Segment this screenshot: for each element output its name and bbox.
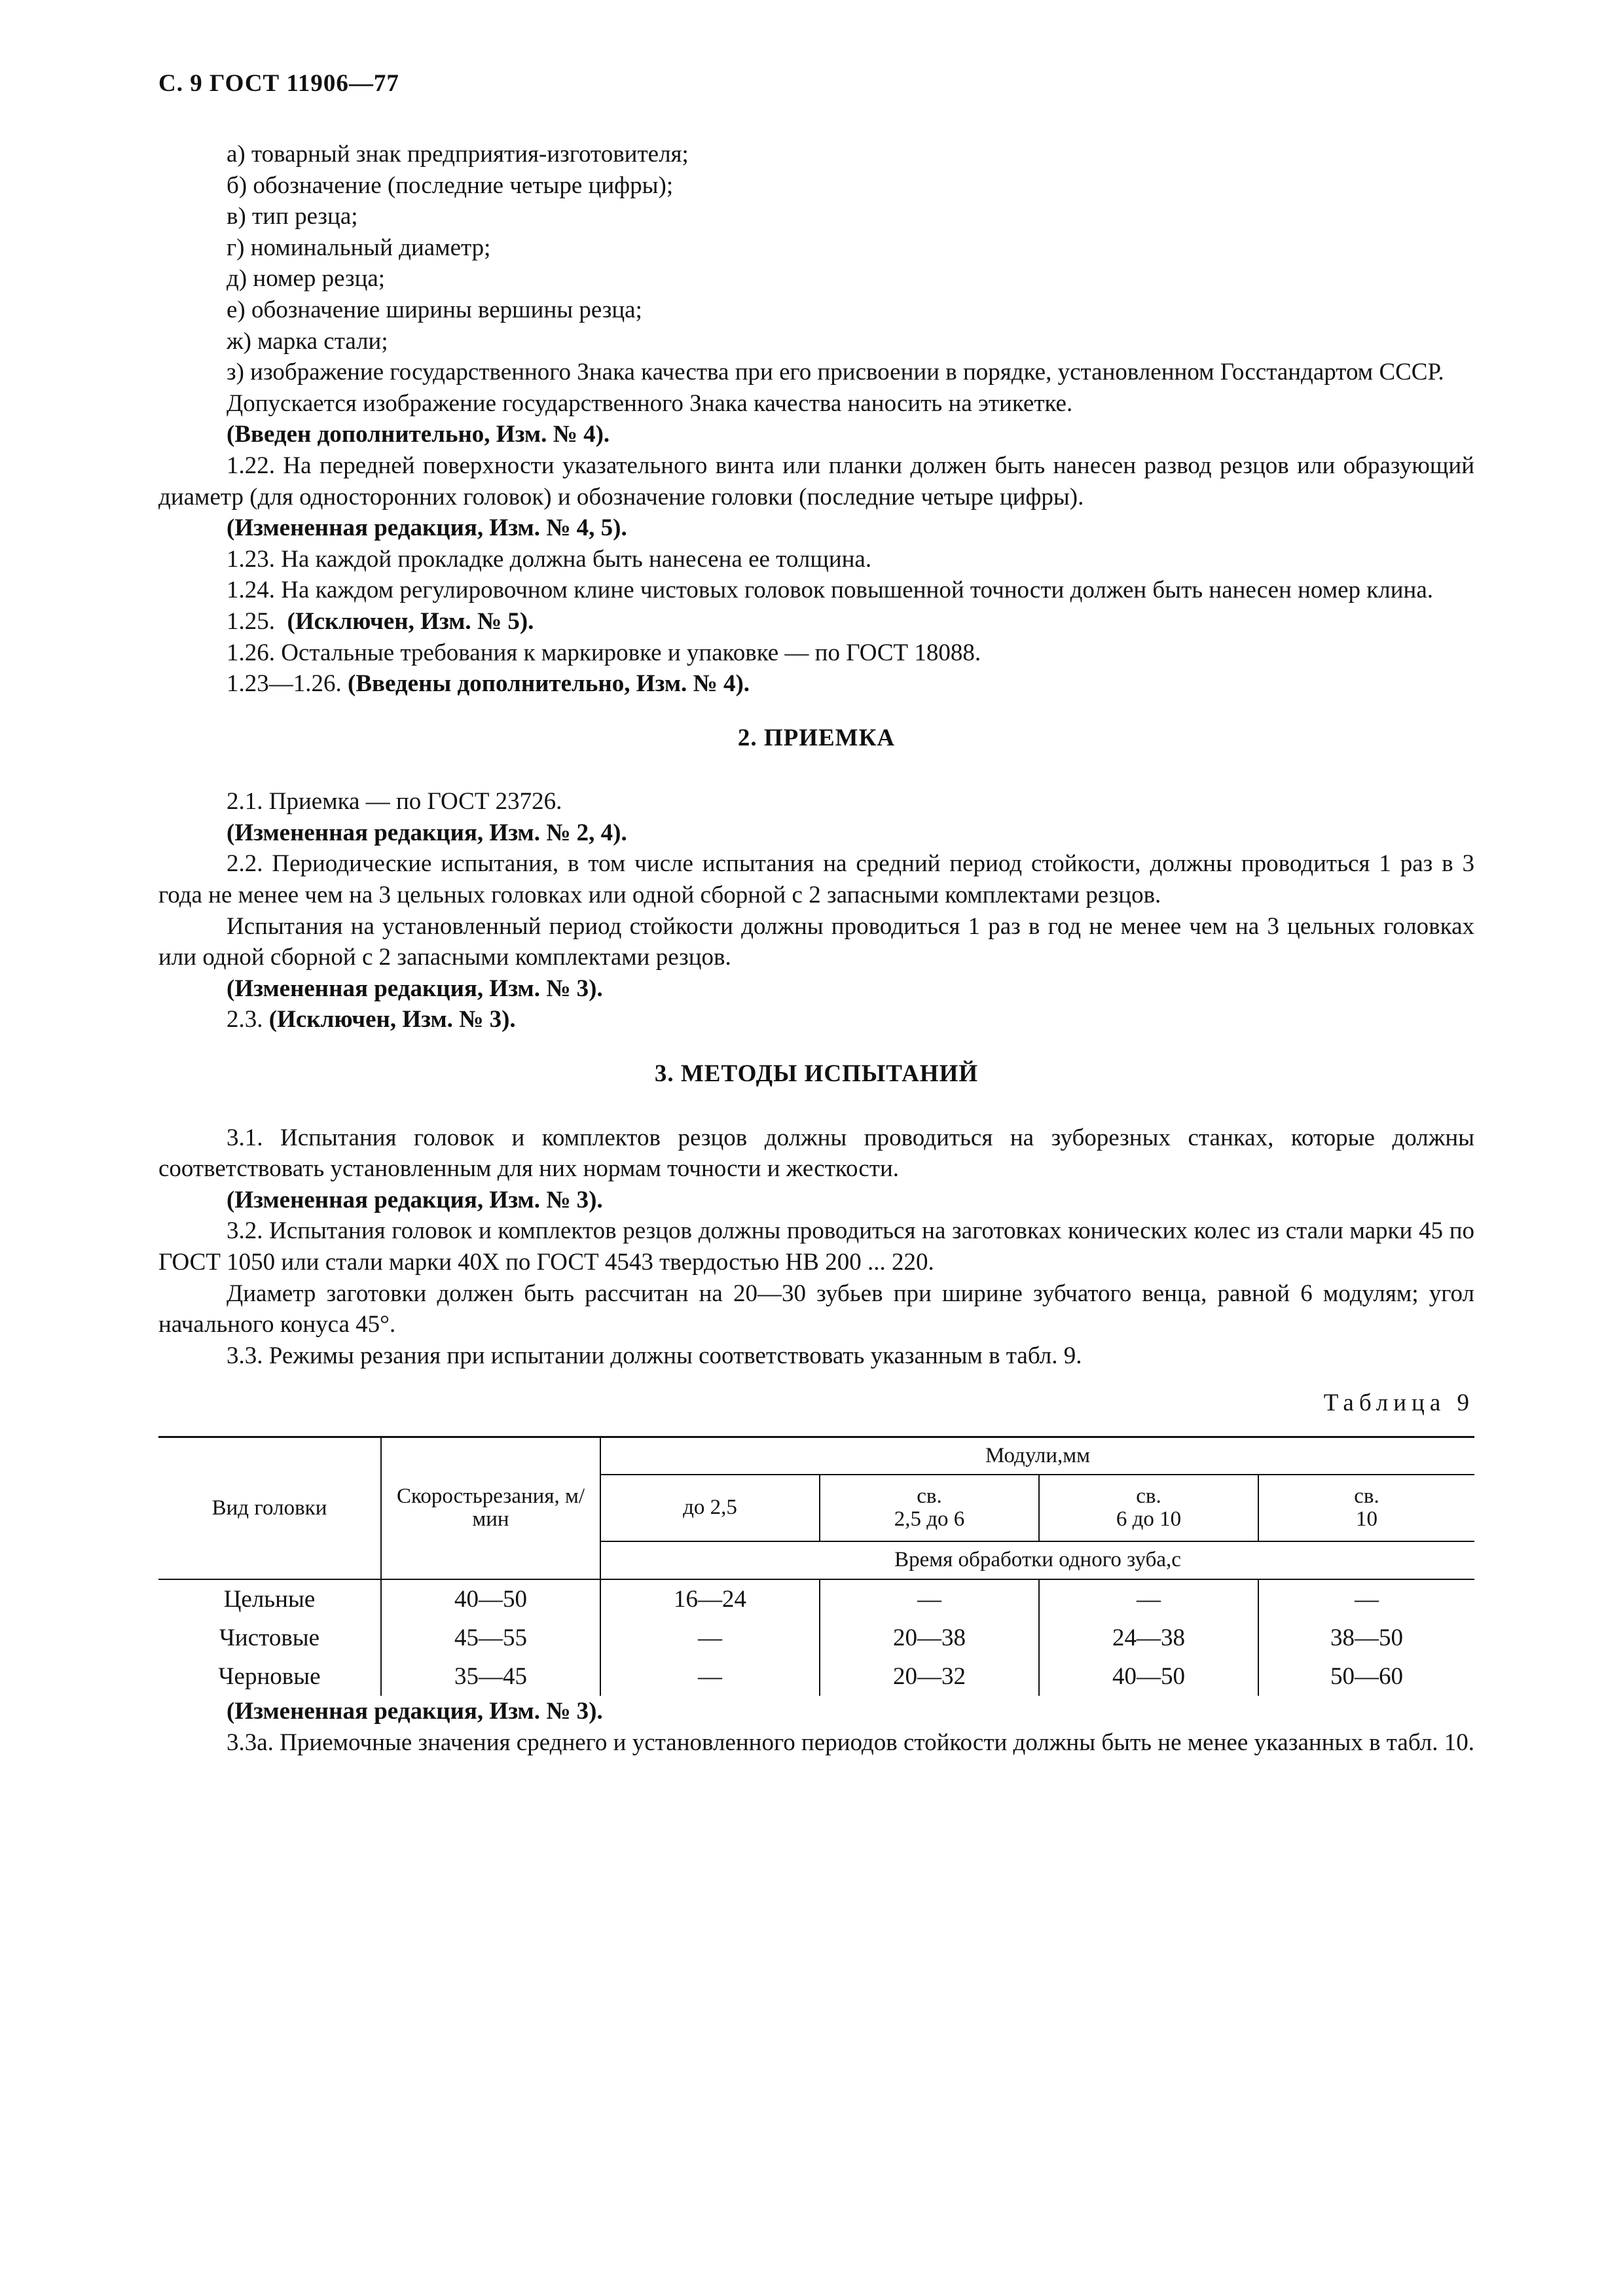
clause-number: 1.25. [227, 607, 275, 635]
amendment-note: (Введены дополнительно, Изм. № 4). [348, 670, 750, 698]
clause-1-23: 1.23. На каждой прокладке должна быть нанесена ее толщина. [227, 545, 872, 573]
clause-number: 1.23—1.26. [227, 670, 342, 698]
paragraph: Испытания на установленный период стойкости должны проводиться 1 раз в год не менее чем на 3 цельных головках или одной сборной с 2 запасными комплектами резцов. [158, 912, 1474, 971]
table-header-modules: Модули,мм [600, 1437, 1474, 1475]
clause-1-23-26 [158, 668, 1474, 700]
document-body [158, 139, 1474, 1758]
section-2-title: 2. ПРИЕМКА [737, 724, 896, 751]
page-header: С. 9 ГОСТ 11906—77 [158, 70, 399, 97]
table-row [158, 1579, 1474, 1619]
table-header-speed: Скоростьрезания, м/мин [381, 1437, 600, 1579]
amendment-note: (Измененная редакция, Изм. № 3). [227, 1697, 603, 1725]
table-cell: — [1039, 1579, 1258, 1619]
clause-3-3a: 3.3а. Приемочные значения среднего и установленного периодов стойкости должны быть не менее указанных в табл. 10. [227, 1729, 1474, 1756]
table-header-module-col [1039, 1475, 1258, 1541]
clause-1-25 [158, 606, 1474, 637]
clause-3-1: 3.1. Испытания головок и комплектов резцов должны проводиться на зуборезных станках, которые должны соответствовать установленным для них нормам точности и жесткости. [158, 1124, 1474, 1183]
clause-number: 2.3. [227, 1006, 263, 1033]
table-header-module-col: до 2,5 [600, 1475, 820, 1541]
header-line: 2,5 до 6 [894, 1507, 965, 1531]
table-cell: — [820, 1579, 1039, 1619]
table-header-time: Время обработки одного зуба,с [600, 1541, 1474, 1579]
clause-3-3: 3.3. Режимы резания при испытании должны соответствовать указанным в табл. 9. [227, 1342, 1082, 1369]
amendment-note: (Введен дополнительно, Изм. № 4). [227, 421, 610, 448]
paragraph: Допускается изображение государственного Знака качества наносить на этикетке. [227, 389, 1073, 417]
table-row [158, 1619, 1474, 1657]
clause-1-24: 1.24. На каждом регулировочном клине чистовых головок повышенной точности должен быть нанесен номер клина. [227, 577, 1434, 604]
list-item: а) товарный знак предприятия-изготовителя; [227, 141, 689, 168]
header-line: св. [917, 1484, 942, 1508]
header-line: 10 [1356, 1507, 1377, 1531]
header-line: 6 до 10 [1116, 1507, 1182, 1531]
clause-3-2: 3.2. Испытания головок и комплектов резцов должны проводиться на заготовках конических колес из стали марки 45 по ГОСТ 1050 или стали марки 40Х по ГОСТ 4543 твердостью НВ 200 ... 220. [158, 1217, 1474, 1276]
list-item: г) номинальный диаметр; [227, 234, 491, 261]
table-cell: 20—32 [820, 1657, 1039, 1696]
clause-1-26: 1.26. Остальные требования к маркировке и упаковке — по ГОСТ 18088. [227, 639, 981, 666]
table-caption: Таблица 9 [1323, 1390, 1474, 1417]
table-cell: — [1258, 1579, 1474, 1619]
clause-1-22: 1.22. На передней поверхности указательного винта или планки должен быть нанесен развод резцов или образующий диаметр (для односторонних головок) и обозначение головки (последние четыре цифры). [158, 452, 1474, 511]
amendment-note: (Измененная редакция, Изм. № 3). [227, 975, 603, 1002]
table-cell: 40—50 [1039, 1657, 1258, 1696]
amendment-note: (Измененная редакция, Изм. № 3). [227, 1186, 603, 1213]
table-row [158, 1657, 1474, 1696]
clause-2-2: 2.2. Периодические испытания, в том числе испытания на средний период стойкости, должны проводиться 1 раз в 3 года не менее чем на 3 цельных головках или одной сборной с 2 запасными комплектами резцов. [158, 850, 1474, 909]
clause-2-1: 2.1. Приемка — по ГОСТ 23726. [227, 788, 562, 816]
table-cell: 35—45 [381, 1657, 600, 1696]
table-cell: 16—24 [600, 1579, 820, 1619]
list-item: д) номер резца; [227, 265, 386, 293]
amendment-note: (Исключен, Изм. № 3). [268, 1006, 516, 1033]
table-cell: — [600, 1657, 820, 1696]
paragraph: Диаметр заготовки должен быть рассчитан на 20—30 зубьев при ширине зубчатого венца, равной 6 модулям; угол начального конуса 45°. [158, 1280, 1474, 1338]
table-cell: — [600, 1619, 820, 1657]
table-cell: 45—55 [381, 1619, 600, 1657]
list-item: ж) марка стали; [227, 327, 388, 355]
table-header-type: Вид головки [158, 1437, 381, 1579]
table-cell: Цельные [223, 1585, 316, 1613]
table-cell: 40—50 [381, 1579, 600, 1619]
clause-2-3 [158, 1004, 1474, 1035]
amendment-note: (Измененная редакция, Изм. № 2, 4). [227, 819, 627, 846]
amendment-note: (Измененная редакция, Изм. № 4, 5). [227, 514, 627, 542]
table-cell: 38—50 [1258, 1619, 1474, 1657]
table-cell: 20—38 [820, 1619, 1039, 1657]
table-cell: Черновые [218, 1662, 321, 1690]
header-line: св. [1136, 1484, 1161, 1508]
table-header-module-col [1258, 1475, 1474, 1541]
table-cell: Чистовые [219, 1624, 320, 1651]
list-item: з) изображение государственного Знака качества при его присвоении в порядке, установленном Госстандартом СССР. [227, 359, 1444, 386]
list-item: е) обозначение ширины вершины резца; [227, 296, 642, 323]
table-9 [158, 1436, 1474, 1696]
header-line: св. [1354, 1484, 1379, 1508]
section-3-title: 3. МЕТОДЫ ИСПЫТАНИЙ [654, 1060, 979, 1088]
table-cell: 24—38 [1039, 1619, 1258, 1657]
list-item: в) тип резца; [227, 203, 358, 230]
list-item: б) обозначение (последние четыре цифры); [227, 171, 674, 199]
table-header-module-col [820, 1475, 1039, 1541]
amendment-note: (Исключен, Изм. № 5). [287, 607, 534, 635]
table-cell: 50—60 [1258, 1657, 1474, 1696]
